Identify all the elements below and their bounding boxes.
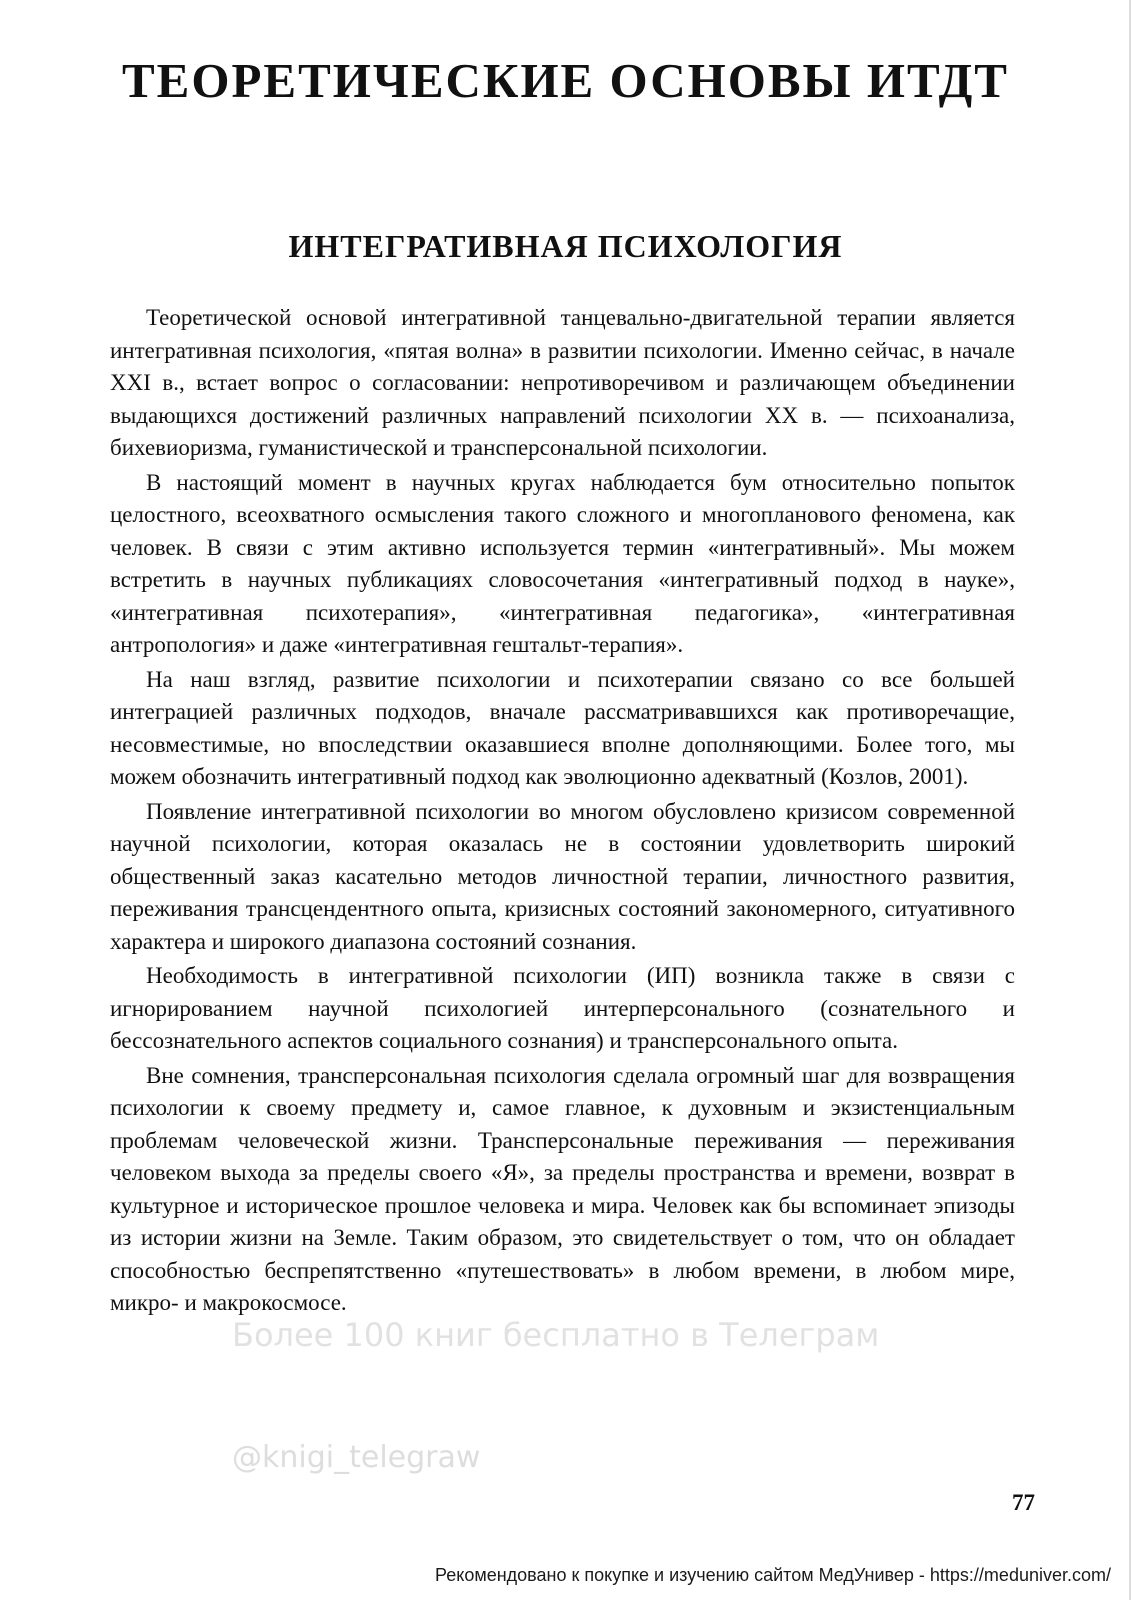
paragraph-5: Необходимость в интегративной психологии (ИП) возникла также в связи с игнорированием научной психологией интерперсонального (сознательного и бессознательного аспектов социального сознания) и трансперсонального опыта.: [110, 963, 1015, 1053]
watermark-handle: @knigi_telegraw: [232, 1440, 481, 1475]
page-number: 77: [1012, 1490, 1035, 1515]
watermark-text: Более 100 книг бесплатно в Телеграм: [232, 1316, 880, 1354]
footer-recommendation: Рекомендовано к покупке и изучению сайтом МедУнивер - https://meduniver.com/: [435, 1565, 1111, 1585]
body-text: [110, 302, 1015, 1320]
paragraph-2: В настоящий момент в научных кругах наблюдается бум относительно попыток целостного, всеохватного осмысления такого сложного и многопланового феномена, как человек. В связи с этим активно используется термин «интегративный». Мы можем встретить в научных публикациях словосочетания «интегративный подход в науке», «интегративная психотерапия», «интегративная педагогика», «интегративная антропология» и даже «интегративная гештальт-терапия».: [110, 469, 1015, 657]
paragraph-4: Появление интегративной психологии во многом обусловлено кризисом современной научной психологии, которая оказалась не в состоянии удовлетворить широкий общественный заказ касательно методов личностной терапии, личностного развития, переживания трансцендентного опыта, кризисных состояний закономерного, ситуативного характера и широкого диапазона состояний сознания.: [110, 798, 1015, 954]
paragraph-3: На наш взгляд, развитие психологии и психотерапии связано со все большей интеграцией различных подходов, вначале рассматривавшихся как противоречащие, несовместимые, но впоследствии оказавшиеся вполне дополняющими. Более того, мы можем обозначить интегративный подход как эволюционно адекватный (Козлов, 2001).: [110, 666, 1015, 789]
page-title: ТЕОРЕТИЧЕСКИЕ ОСНОВЫ ИТДТ: [122, 53, 1009, 108]
paragraph-1: Теоретической основой интегративной танцевально-двигательной терапии является интегративная психология, «пятая волна» в развитии психологии. Именно сейчас, в начале XXI в., встает вопрос о согласовании: непротиворечивом и различающем объединении выдающихся достижений различных направлений психологии XX в. — психоанализа, бихевиоризма, гуманистической и трансперсональной психологии.: [110, 305, 1015, 460]
section-title: ИНТЕГРАТИВНАЯ ПСИХОЛОГИЯ: [288, 228, 843, 264]
paragraph-6: Вне сомнения, трансперсональная психология сделала огромный шаг для возвращения психологии к своему предмету и, самое главное, к духовным и экзистенциальным проблемам человеческой жизни. Трансперсональные переживания — переживания человеком выхода за пределы своего «Я», за пределы пространства и времени, возврат в культурное и историческое прошлое человека и мира. Человек как бы вспоминает эпизоды из истории жизни на Земле. Таким образом, это свидетельствует о том, что он обладает способностью беспрепятственно «путешествовать» в любом времени, в любом мире, микро- и макрокосмосе.: [110, 1062, 1015, 1315]
